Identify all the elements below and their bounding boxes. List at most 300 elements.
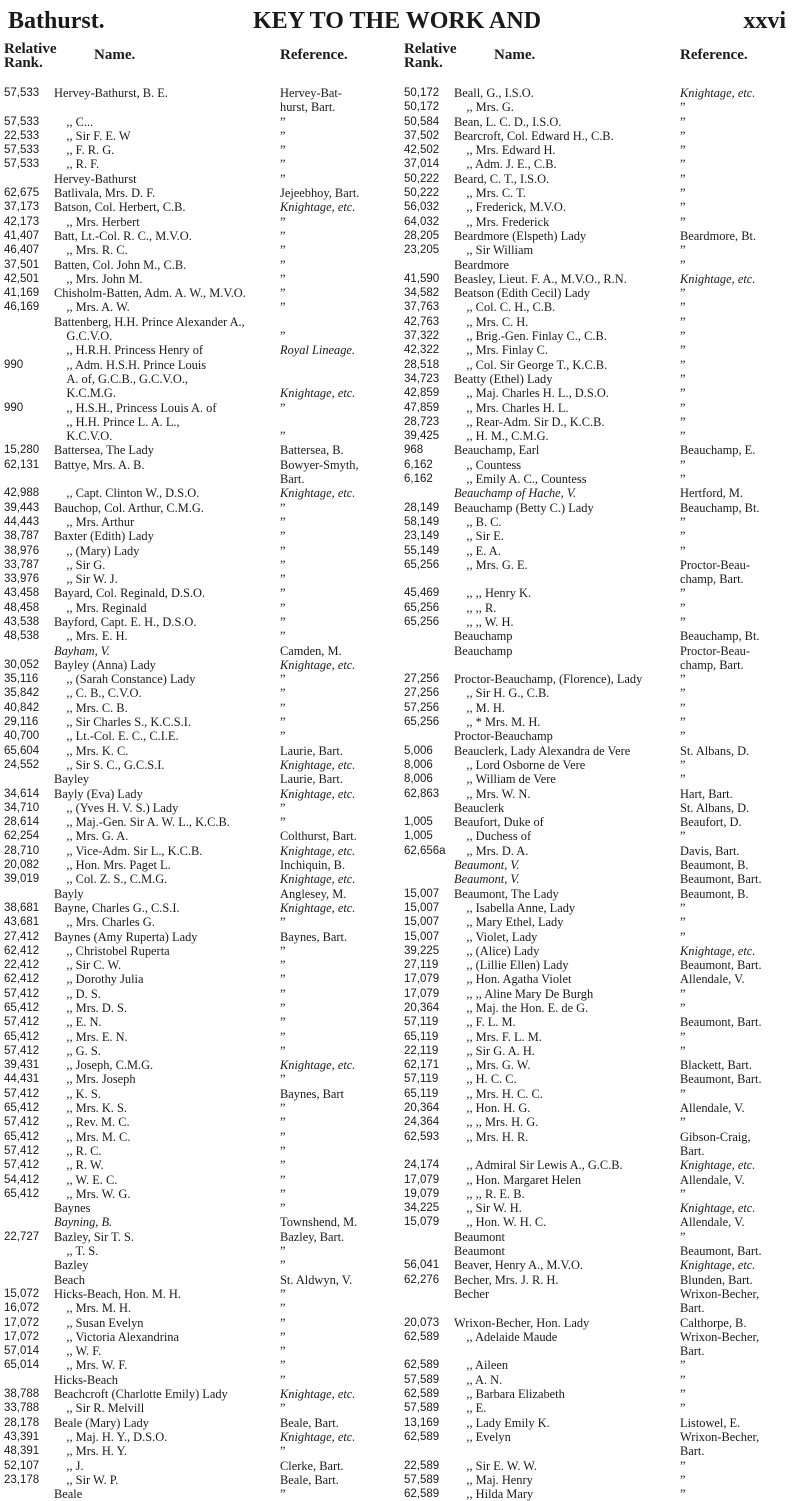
entry-rank: 57,412 [4,1144,40,1157]
entry-reference: Proctor-Beau- [680,557,750,572]
index-entry [404,1144,792,1158]
index-entry [404,829,792,843]
index-entry [404,300,792,314]
entry-name: ,, Mrs. Edward H. [454,143,556,158]
entry-name: ,, Sir William [454,243,534,258]
entry-reference: Blunden, Bart. [680,1272,753,1287]
entry-reference: ” [280,1487,286,1501]
entry-rank: 43,681 [4,916,40,929]
index-entry [404,1201,792,1215]
entry-rank: 62,412 [4,944,40,957]
entry-reference: ” [680,586,686,601]
entry-name: Beaumont [454,1244,505,1259]
entry-name: Becher, Mrs. J. R. H. [454,1272,559,1287]
index-entry [4,958,392,972]
entry-name: ,, Mrs. W. N. [454,786,531,801]
index-entry [404,501,792,515]
entry-rank: 62,589 [404,1388,440,1401]
entry-rank: 28,205 [404,229,440,242]
index-entry [4,1416,392,1430]
index-entry [4,429,392,443]
entry-reference: St. Albans, D. [680,743,750,758]
entry-name: Bayly [54,886,84,901]
entry-rank [404,629,454,643]
entry-name: ,, Mrs. H. R. [454,1129,529,1144]
entry-rank: 17,079 [404,973,440,986]
index-entry [4,1144,392,1158]
index-entry [404,544,792,558]
entry-name: Baynes [54,1201,91,1216]
index-entry [404,1416,792,1430]
entry-rank: 37,014 [404,158,440,171]
entry-rank: 42,173 [4,215,40,228]
entry-name: Bayford, Capt. E. H., D.S.O. [54,614,197,629]
entry-rank: 42,988 [4,487,40,500]
entry-name [454,1301,680,1315]
entry-name [454,658,680,672]
entry-name: ,, (Sarah Constance) Lady [54,672,196,687]
index-entry [404,1473,792,1487]
entry-rank: 39,425 [404,430,440,443]
entry-reference: Laurie, Bart. [280,743,343,758]
entry-rank: 57,412 [4,1159,40,1172]
entry-rank: 37,501 [4,258,40,271]
index-entry [404,1459,792,1473]
entry-reference: Townshend, M. [280,1215,358,1230]
entry-reference: Beale, Bart. [280,1415,339,1430]
entry-rank: 40,842 [4,701,40,714]
entry-rank: 33,788 [4,1402,40,1415]
entry-name: ,, W. E. C. [54,1172,118,1187]
index-entry [404,286,792,300]
entry-name: ,, Victoria Alexandrina [54,1329,179,1344]
entry-rank: 65,014 [4,1359,40,1372]
entry-rank: 6,162 [404,458,433,471]
index-entry [4,443,392,457]
entry-name: ,, Joseph, C.M.G. [54,1058,154,1073]
index-entry [4,1459,392,1473]
entry-name: Battersea, The Lady [54,443,154,458]
index-entry [404,1230,792,1244]
entry-rank: 43,391 [4,1430,40,1443]
entry-reference: Beaumont, Bart. [680,872,762,887]
index-entry [404,258,792,272]
entry-name: ,, Aileen [454,1358,509,1373]
entry-name: Beaumont, The Lady [454,886,559,901]
entry-name: ,, Lt.-Col. E. C., C.I.E. [54,729,179,744]
entry-rank: 57,533 [4,158,40,171]
entry-rank: 50,222 [404,187,440,200]
entry-reference: Knightage, etc. [280,786,356,801]
page-header [8,8,786,38]
index-entry [404,972,792,986]
entry-name: Bayham, V. [54,643,110,658]
entry-rank: 27,119 [404,959,439,972]
entry-reference: ” [280,572,286,587]
entry-reference: Davis, Bart. [680,843,740,858]
entry-name [454,1344,680,1358]
entry-rank: 57,533 [4,87,40,99]
entry-reference: ” [680,257,686,272]
entry-name: ,, W. F. [54,1344,102,1359]
entry-rank: 62,276 [404,1273,440,1286]
index-entry [4,887,392,901]
entry-reference: ” [280,915,286,930]
index-entry [404,872,792,886]
entry-reference: Bart. [680,1444,705,1459]
entry-rank [4,415,54,429]
index-entry [404,1187,792,1201]
entry-rank [404,1301,454,1315]
index-entry [4,1487,392,1501]
entry-reference: Knightage, etc. [280,657,356,672]
index-entry [404,458,792,472]
entry-reference: ” [280,500,286,515]
index-entry [404,1387,792,1401]
entry-reference: Knightage, etc. [680,1201,756,1216]
entry-rank: 62,589 [404,1430,440,1443]
entry-rank: 38,788 [4,1388,40,1401]
entry-name: Baxter (Edith) Lady [54,529,154,544]
entry-name: Beaver, Henry A., M.V.O. [454,1258,584,1273]
entry-rank: 28,710 [4,844,40,857]
index-entry [4,486,392,500]
entry-rank: 22,727 [4,1230,40,1243]
index-entry [4,243,392,257]
index-entry [404,801,792,815]
entry-name: ,, E. [454,1401,487,1416]
entry-name: ,, Vice-Adm. Sir L., K.C.B. [54,843,203,858]
entry-name: ,, Lady Emily K. [454,1415,550,1430]
entry-name: Baynes (Amy Ruperta) Lady [54,929,198,944]
index-entry [404,572,792,586]
entry-name: Bauchop, Col. Arthur, C.M.G. [54,500,204,515]
entry-reference: ” [680,243,686,258]
entry-rank [404,258,454,272]
entry-name: ,, (Mary) Lady [54,543,140,558]
entry-name: ,, Countess [454,457,522,472]
index-entry [404,415,792,429]
entry-name: ,, Maj. the Hon. E. de G. [454,1001,589,1015]
entry-reference: ” [280,1143,286,1158]
entry-reference: ” [680,400,686,415]
entry-reference: ” [280,629,286,644]
entry-name: ,, Hon. W. H. C. [454,1215,547,1230]
index-entry [404,629,792,643]
entry-name: Beardmore (Elspeth) Lady [454,228,587,243]
entry-reference: ” [280,1043,286,1058]
entry-name: ,, Mrs. M. H. [54,1301,132,1316]
entry-reference: Beaumont, Bart. [680,1244,762,1259]
entry-reference: ” [280,228,286,243]
entry-reference: ” [280,958,286,973]
entry-name: ,, Mrs. Charles G. [54,915,155,930]
entry-reference: Bart. [680,1301,705,1316]
index-entry [4,1058,392,1072]
index-entry [404,100,792,114]
entry-reference: Baynes, Bart. [280,929,348,944]
entry-rank [404,1344,454,1358]
entry-reference: ” [680,357,686,372]
entry-name: Beaumont, V. [454,858,520,873]
entry-reference: ” [280,114,286,129]
entry-name: ,, Sir G. A. H. [454,1043,535,1058]
index-entry [404,1273,792,1287]
index-entry [404,243,792,257]
entry-reference: Beaufort, D. [680,815,742,830]
entry-reference: ” [280,586,286,601]
index-entry [404,715,792,729]
entry-rank: 38,681 [4,901,40,914]
entry-name: ,, (Yves H. V. S.) Lady [54,800,179,815]
index-entry [4,86,392,100]
entry-rank: 33,787 [4,558,40,571]
index-entry [404,729,792,743]
entry-name: ,, Sir W. H. [454,1201,522,1216]
entry-reference: ” [680,1115,686,1130]
entry-reference: St. Albans, D. [680,800,750,815]
entry-rank: 62,589 [404,1488,440,1501]
index-entry [404,1072,792,1086]
index-entry [404,901,792,915]
entry-reference: Battersea, B. [280,443,344,458]
entry-name: ,, ,, R. E. B. [454,1186,525,1201]
entry-rank: 22,412 [4,959,40,972]
entry-rank: 57,256 [404,701,440,714]
entry-reference: ” [280,400,286,415]
entry-rank: 38,787 [4,530,40,543]
index-entry [4,157,392,171]
entry-rank: 15,007 [404,916,440,929]
index-entry [4,686,392,700]
entry-rank: 24,174 [404,1159,440,1172]
index-entry [404,987,792,1001]
entry-rank: 34,582 [404,287,440,300]
entry-name: ,, Sir H. G., C.B. [454,686,550,701]
entry-name: Batten, Col. John M., C.B. [54,257,187,272]
entry-name: ,, Mrs. Frederick [454,214,550,229]
entry-reference: ” [680,414,686,429]
entry-reference: ” [680,128,686,143]
entry-name: ,, Maj. H. Y., D.S.O. [54,1429,168,1444]
entry-reference: ” [280,329,286,344]
entry-name: ,, R. C. [54,1143,102,1158]
entry-name: Beatson (Edith Cecil) Lady [454,286,590,301]
entry-rank [4,372,54,386]
entry-reference: ” [280,1344,286,1359]
entry-rank: 1,005 [404,816,433,829]
entry-rank: 990 [4,358,24,371]
entry-rank: 65,412 [4,1030,40,1043]
entry-rank [4,100,54,114]
entry-reference: ” [680,186,686,201]
entry-reference: Wrixon-Becher, [680,1429,760,1444]
entry-rank: 57,412 [4,1044,40,1057]
entry-reference: Allendale, V. [680,1215,745,1230]
entry-name: ,, Hon. Margaret Helen [454,1172,582,1187]
entry-rank: 15,072 [4,1287,40,1300]
index-entry [4,930,392,944]
entry-name: Bayning, B. [54,1215,113,1230]
entry-reference: ” [280,1158,286,1173]
entry-rank: 33,976 [4,573,40,586]
index-entry [404,744,792,758]
entry-name: Beatty (Ethel) Lady [454,371,553,386]
entry-rank [4,472,54,486]
entry-name: ,, Mrs. G. E. [454,557,528,572]
index-entry [4,1030,392,1044]
entry-rank [404,1144,454,1158]
entry-name: ,, Sir F. E. W [54,128,131,143]
index-entry [404,472,792,486]
entry-rank: 62,863 [404,787,440,800]
index-entry [404,329,792,343]
index-entry [4,129,392,143]
entry-reference: ” [680,1358,686,1373]
entry-rank: 62,412 [4,973,40,986]
entry-reference: ” [280,672,286,687]
entry-name: ,, Hon. H. G. [454,1101,531,1116]
entry-name: Beauchamp (Betty C.) Lady [454,500,594,515]
entry-reference: ” [280,1444,286,1459]
index-entry [404,486,792,500]
index-entry [404,615,792,629]
index-entry [4,972,392,986]
entry-rank: 41,590 [404,272,440,285]
entry-rank [4,315,54,329]
entry-name: ,, Brig.-Gen. Finlay C., C.B. [454,329,607,344]
entry-name: ,, Adm. H.S.H. Prince Louis [54,357,207,372]
entry-reference: Knightage, etc. [280,200,356,215]
entry-rank [4,644,54,658]
index-entry [4,658,392,672]
entry-reference: ” [680,157,686,172]
entry-rank: 42,501 [4,272,40,285]
entry-name: ,, Mrs. R. C. [54,243,128,258]
entry-reference: ” [280,700,286,715]
entry-reference: ” [280,1129,286,1144]
entry-name [54,472,280,486]
entry-name: ,, Mary Ethel, Lady [454,915,564,930]
entry-rank: 6,162 [404,473,433,486]
entry-name: ,, Adm. J. E., C.B. [454,157,557,172]
entry-reference: ” [280,1186,286,1201]
entry-reference: Knightage, etc. [280,872,356,887]
entry-reference: Allendale, V. [680,1172,745,1187]
entry-reference: ” [680,715,686,730]
index-entry [4,1358,392,1372]
index-entry [404,772,792,786]
entry-name [454,1144,680,1158]
entry-rank: 28,149 [404,501,440,514]
index-entry [4,215,392,229]
entry-rank: 15,079 [404,1216,440,1229]
entry-name: ,, ,, R. [454,600,497,615]
entry-name: ,, Mrs. Charles H. L. [454,400,569,415]
entry-rank [4,887,54,901]
entry-reference: Calthorpe, B. [680,1315,747,1330]
entry-name: ,, Violet, Lady [454,929,538,944]
index-entry [4,501,392,515]
entry-rank: 57,119 [404,1073,439,1086]
rank-header: Relative Rank. [404,41,457,71]
entry-reference: ” [680,200,686,215]
entry-name: ,, Mrs. F. L. M. [454,1029,542,1044]
entry-name: ,, H.R.H. Princess Henry of [54,343,204,358]
entry-reference: ” [680,457,686,472]
index-entry [4,615,392,629]
index-entry [4,715,392,729]
entry-reference: ” [280,1072,286,1087]
entry-rank [4,1244,54,1258]
entry-reference [280,358,392,372]
index-entry [404,1158,792,1172]
entry-reference: Beaumont, Bart. [680,1072,762,1087]
entry-rank: 5,006 [404,744,433,757]
index-entry [404,86,792,100]
entry-name: ,, B. C. [454,514,502,529]
index-entry [404,1058,792,1072]
entry-reference: ” [280,286,286,301]
entry-reference: ” [680,300,686,315]
entry-rank: 41,169 [4,287,40,300]
entry-rank: 23,149 [404,530,440,543]
index-entry [404,1030,792,1044]
entry-rank: 990 [4,401,24,414]
index-entry [404,858,792,872]
entry-rank: 46,407 [4,244,40,257]
reference-header: Reference. [280,47,348,63]
entry-name: ,, F. R. G. [54,143,115,158]
entry-rank [4,772,54,786]
entry-rank: 42,763 [404,315,440,328]
entry-name: Battye, Mrs. A. B. [54,457,145,472]
entry-reference: ” [280,1329,286,1344]
index-entry [404,215,792,229]
name-header: Name. [94,47,136,63]
entry-reference: hurst, Bart. [280,100,336,115]
entry-rank: 48,538 [4,630,40,643]
entry-rank: 62,589 [404,1359,440,1372]
entry-rank: 50,172 [404,101,440,114]
index-entry [4,1330,392,1344]
index-entry [4,115,392,129]
entry-rank: 44,443 [4,515,40,528]
entry-reference: ” [280,800,286,815]
index-entry [404,529,792,543]
entry-reference: Hertford, M. [680,486,743,501]
entry-reference: ” [680,915,686,930]
entry-reference: Knightage, etc. [280,1429,356,1444]
index-entry [404,1430,792,1444]
entry-rank: 65,412 [4,1187,40,1200]
entry-name: ,, Isabella Anne, Lady [454,900,576,915]
entry-rank: 65,256 [404,601,440,614]
entry-reference: ” [680,600,686,615]
entry-name: ,, G. S. [54,1043,101,1058]
entry-name: Hervey-Bathurst [54,171,137,186]
entry-rank: 62,589 [404,1330,440,1343]
index-entry [404,443,792,457]
index-entry [404,558,792,572]
entry-reference [280,315,392,329]
entry-reference: Knightage, etc. [280,1387,356,1402]
entry-reference: Knightage, etc. [280,1058,356,1073]
entry-reference: ” [280,1101,286,1116]
entry-name: ,, Col. Z. S., C.M.G. [54,872,168,887]
entry-reference: ” [680,214,686,229]
entry-reference: ” [680,171,686,186]
